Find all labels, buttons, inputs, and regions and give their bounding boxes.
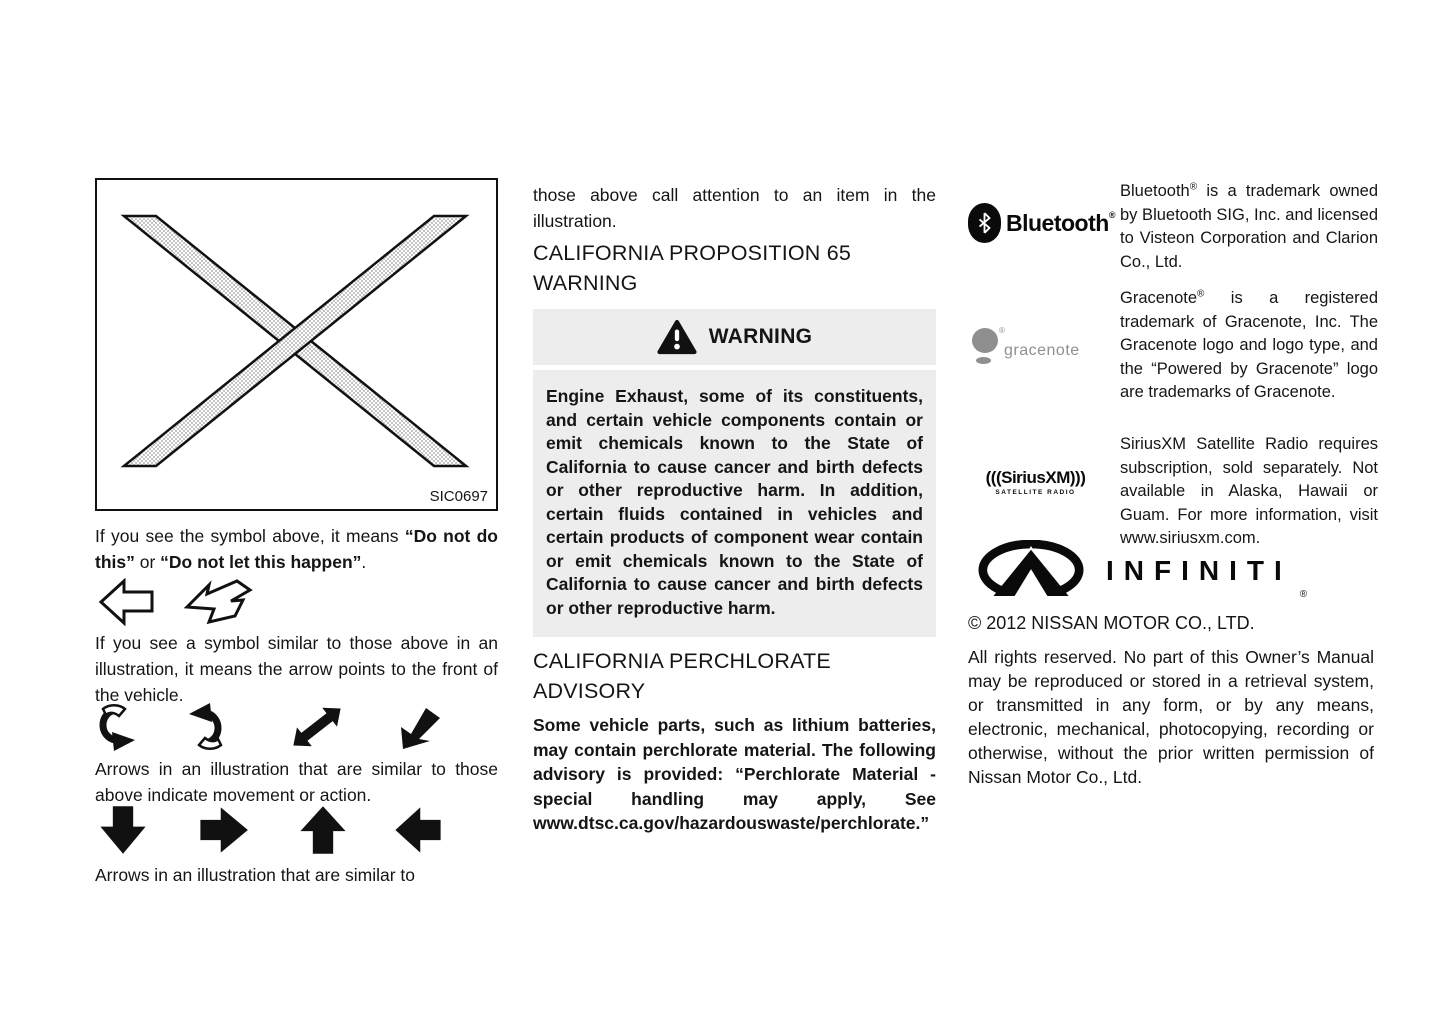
warning-body-text: Engine Exhaust, some of its constituents, and certain vehicle components contain or emit chemicals known to the State of California to cause cancer and birth defects or other reproductive harm. In addition, certain fluids contained in vehicles and certain products of component wear contain or emit chemicals known to the State of California to cause cancer and birth defects or other reproductive harm.	[533, 370, 936, 637]
block-right-arrow-icon	[197, 804, 249, 856]
block-down-arrow-icon	[97, 804, 149, 856]
outline-left-arrow-icon	[97, 578, 157, 626]
siriusxm-note: SiriusXM Satellite Radio requires subscription, sold separately. Not available in Alaska, Hawaii or Guam. For more information, visit www.siriusxm.com.	[1120, 435, 1378, 547]
crossed-out-figure	[95, 178, 498, 511]
warning-box-header	[533, 309, 936, 365]
symbol-meaning-text: If you see the symbol above, it means	[95, 526, 405, 546]
movement-arrow-row	[95, 703, 498, 753]
bluetooth-logo-word: Bluetooth®	[1006, 209, 1115, 236]
perchlorate-paragraph: Some vehicle parts, such as lithium batteries, may contain perchlorate material. The following advisory is provided: “Perchlorate Material - special handling may apply, See www.dtsc.ca.gov/hazardouswaste/perchlorate.”	[533, 715, 936, 833]
double-diagonal-arrow-icon	[287, 703, 347, 751]
gracenote-note-icon	[972, 328, 998, 353]
middle-column	[533, 182, 936, 902]
gracenote-note-text: is a registered trademark of Gracenote, Inc. The Gracenote logo and logo type, and the “Powered by Gracenote” logo are trademarks of Gracenote.	[1120, 289, 1378, 401]
gracenote-note-foot	[976, 357, 991, 364]
copyright-line: © 2012 NISSAN MOTOR CO., LTD.	[968, 613, 1255, 633]
front-of-vehicle-paragraph: If you see a symbol similar to those above in an illustration, it means the arrow points to the front of the vehicle.	[95, 633, 498, 705]
figure-code-label: SIC0697	[429, 488, 488, 505]
left-column	[95, 178, 498, 898]
or-text: or	[134, 552, 161, 572]
attention-arrows-paragraph-end: those above call attention to an item in the illustration.	[533, 185, 936, 231]
gracenote-note-reg: ®	[1197, 288, 1205, 300]
gracenote-logo	[968, 326, 1118, 372]
attention-arrow-row	[95, 804, 498, 859]
perchlorate-heading: CALIFORNIA PERCHLORATE ADVISORY	[533, 649, 831, 703]
block-up-arrow-icon	[297, 804, 349, 856]
siriusxm-logo	[968, 468, 1103, 496]
warning-box	[533, 309, 936, 637]
do-not-let-this-happen-text: “Do not let this happen”	[160, 552, 362, 572]
block-left-arrow-icon	[392, 804, 444, 856]
bluetooth-note-text: is a trademark owned by Bluetooth SIG, Inc. and licensed to Visteon Corporation and Clarion Co., Ltd.	[1120, 182, 1378, 271]
bent-down-left-arrow-icon	[397, 703, 443, 751]
bluetooth-rune-icon	[968, 203, 1001, 243]
infiniti-wordmark: INFINITI	[1106, 555, 1292, 586]
gracenote-logo-word: gracenote	[1004, 342, 1080, 359]
warning-triangle-icon	[657, 319, 697, 355]
symbol-meaning-paragraph	[95, 523, 498, 575]
do-not-do-this-text: “Do not do this”	[95, 526, 498, 572]
outline-bent-arrow-icon	[183, 578, 255, 626]
bluetooth-logo-reg: ®	[1108, 209, 1115, 220]
rotate-counterclockwise-arrow-icon	[187, 703, 229, 751]
infiniti-reg-mark: ®	[1299, 589, 1308, 600]
infiniti-logo-row	[978, 540, 1307, 602]
gracenote-logo-reg: ®	[999, 326, 1005, 335]
prop65-heading: CALIFORNIA PROPOSITION 65 WARNING	[533, 241, 852, 295]
x-symbol-illustration	[97, 180, 492, 505]
infiniti-emblem-icon	[978, 540, 1084, 602]
gracenote-trademark-note	[1120, 287, 1378, 405]
bluetooth-logo	[968, 203, 1115, 243]
bluetooth-trademark-note	[1120, 180, 1378, 274]
rotate-clockwise-arrow-icon	[95, 703, 137, 751]
gracenote-note-brand: Gracenote	[1120, 289, 1198, 307]
bluetooth-note-brand: Bluetooth	[1120, 182, 1190, 200]
period-text: .	[361, 552, 367, 572]
rights-paragraph: All rights reserved. No part of this Owner’s Manual may be reproduced or stored in a retrieval system, or transmitted in any form, or by any means, electronic, mechanical, photocopying, recording or otherwise, without the prior written permission of Nissan Motor Co., Ltd.	[968, 647, 1374, 787]
warning-title: WARNING	[708, 325, 813, 348]
siriusxm-logo-subtitle: SATELLITE RADIO	[995, 489, 1076, 496]
right-column	[968, 180, 1378, 900]
bluetooth-note-reg: ®	[1189, 181, 1198, 193]
siriusxm-logo-word: (((SiriusXM)))	[985, 468, 1086, 487]
front-direction-arrow-row	[95, 578, 498, 632]
movement-arrows-paragraph: Arrows in an illustration that are similar to those above indicate movement or action.	[95, 759, 498, 805]
attention-arrows-paragraph-start: Arrows in an illustration that are similar to	[95, 865, 415, 885]
